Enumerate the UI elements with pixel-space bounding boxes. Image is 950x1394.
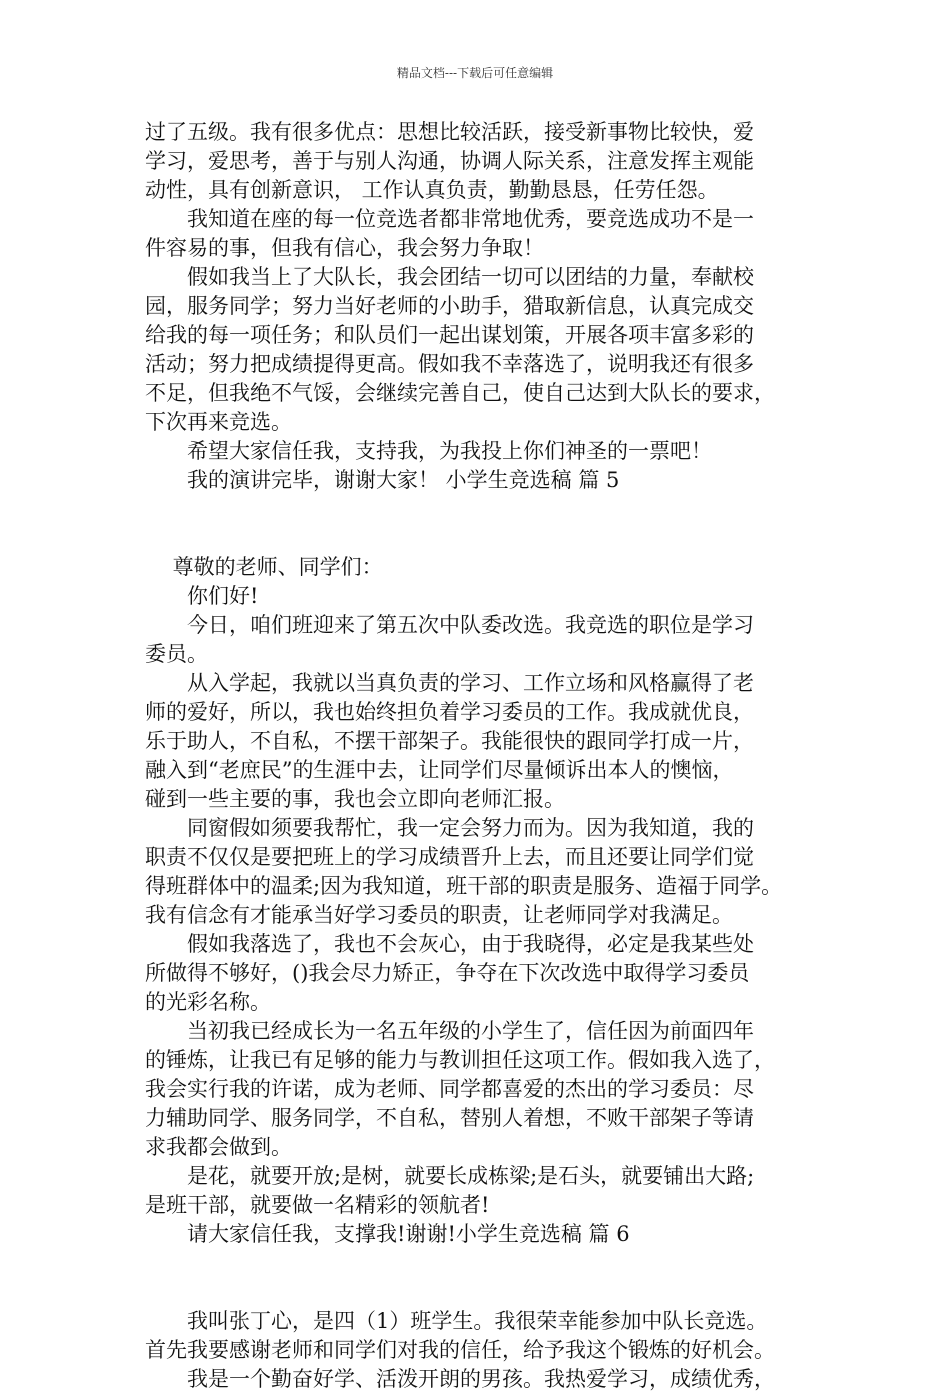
text-line: 的锤炼，让我已有足够的能力与教训担任这项工作。假如我入选了， (145, 1048, 775, 1072)
document-body (145, 118, 825, 1394)
text-line: 动性，具有创新意识， 工作认真负责，勤勤恳恳，任劳任怨。 (145, 178, 719, 202)
text-line: 请大家信任我，支撑我!谢谢!小学生竞选稿 篇 6 (145, 1222, 630, 1246)
text-line: 过了五级。我有很多优点：思想比较活跃，接受新事物比较快，爱 (145, 120, 754, 144)
text-line: 给我的每一项任务；和队员们一起出谋划策，开展各项丰富多彩的 (145, 323, 754, 347)
text-line: 是班干部，就要做一名精彩的领航者! (145, 1193, 490, 1217)
text-line (145, 1249, 825, 1278)
text-line: 你们好! (145, 584, 259, 608)
text-line: 是花，就要开放;是树，就要长成栋梁;是石头，就要铺出大路; (145, 1164, 755, 1188)
text-line: 园，服务同学；努力当好老师的小助手，猎取新信息，认真完成交 (145, 294, 754, 318)
text-line: 委员。 (145, 642, 208, 666)
text-line: 希望大家信任我，支持我，为我投上你们神圣的一票吧！ (145, 439, 712, 463)
text-line (145, 524, 825, 553)
text-line: 活动；努力把成绩提得更高。假如我不幸落选了，说明我还有很多 (145, 352, 754, 376)
text-line: 我会实行我的许诺，成为老师、同学都喜爱的杰出的学习委员：尽 (145, 1077, 754, 1101)
page-header: 精品文档---下载后可任意编辑 (396, 66, 554, 80)
text-line: 乐于助人，不自私，不摆干部架子。我能很快的跟同学打成一片， (145, 729, 754, 753)
text-line: 所做得不够好，()我会尽力矫正，争夺在下次改选中取得学习委员 (145, 961, 750, 985)
text-line: 我是一个勤奋好学、活泼开朗的男孩。我热爱学习，成绩优秀， (145, 1367, 775, 1391)
text-line: 当初我已经成长为一名五年级的小学生了，信任因为前面四年 (145, 1019, 754, 1043)
text-line: 不足，但我绝不气馁，会继续完善自己，使自己达到大队长的要求， (145, 381, 775, 405)
text-line: 我知道在座的每一位竞选者都非常地优秀，要竞选成功不是一 (145, 207, 754, 231)
text-line: 首先我要感谢老师和同学们对我的信任，给予我这个锻炼的好机会。 (145, 1338, 775, 1362)
text-line: 我叫张丁心，是四（1）班学生。我很荣幸能参加中队长竞选。 (145, 1309, 768, 1333)
text-line: 得班群体中的温柔;因为我知道，班干部的职责是服务、造福于同学。 (145, 874, 783, 898)
text-line: 假如我落选了，我也不会灰心，由于我晓得，必定是我某些处 (145, 932, 754, 956)
text-line: 尊敬的老师、同学们： (145, 555, 383, 579)
text-line: 今日，咱们班迎来了第五次中队委改选。我竞选的职位是学习 (145, 613, 754, 637)
text-line: 假如我当上了大队长，我会团结一切可以团结的力量，奉献校 (145, 265, 754, 289)
text-line: 我有信念有才能承当好学习委员的职责，让老师同学对我满足。 (145, 903, 733, 927)
text-line: 同窗假如须要我帮忙，我一定会努力而为。因为我知道，我的 (145, 816, 754, 840)
text-line: 职责不仅仅是要把班上的学习成绩晋升上去，而且还要让同学们觉 (145, 845, 754, 869)
text-line: 力辅助同学、服务同学，不自私，替别人着想，不败干部架子等请 (145, 1106, 754, 1130)
text-line: 融入到“老庶民”的生涯中去，让同学们尽量倾诉出本人的懊恼， (145, 758, 734, 782)
text-line (145, 495, 825, 524)
text-line: 件容易的事，但我有信心，我会努力争取！ (145, 236, 544, 260)
text-line: 下次再来竞选。 (145, 410, 292, 434)
text-line: 学习，爱思考，善于与别人沟通，协调人际关系，注意发挥主观能 (145, 149, 754, 173)
text-line: 的光彩名称。 (145, 990, 271, 1014)
text-line: 求我都会做到。 (145, 1135, 292, 1159)
text-line: 碰到一些主要的事，我也会立即向老师汇报。 (145, 787, 565, 811)
text-line: 我的演讲完毕，谢谢大家！ 小学生竞选稿 篇 5 (145, 468, 620, 492)
text-line: 从入学起，我就以当真负责的学习、工作立场和风格赢得了老 (145, 671, 754, 695)
text-line: 师的爱好，所以，我也始终担负着学习委员的工作。我成就优良， (145, 700, 754, 724)
text-line (145, 1278, 825, 1307)
